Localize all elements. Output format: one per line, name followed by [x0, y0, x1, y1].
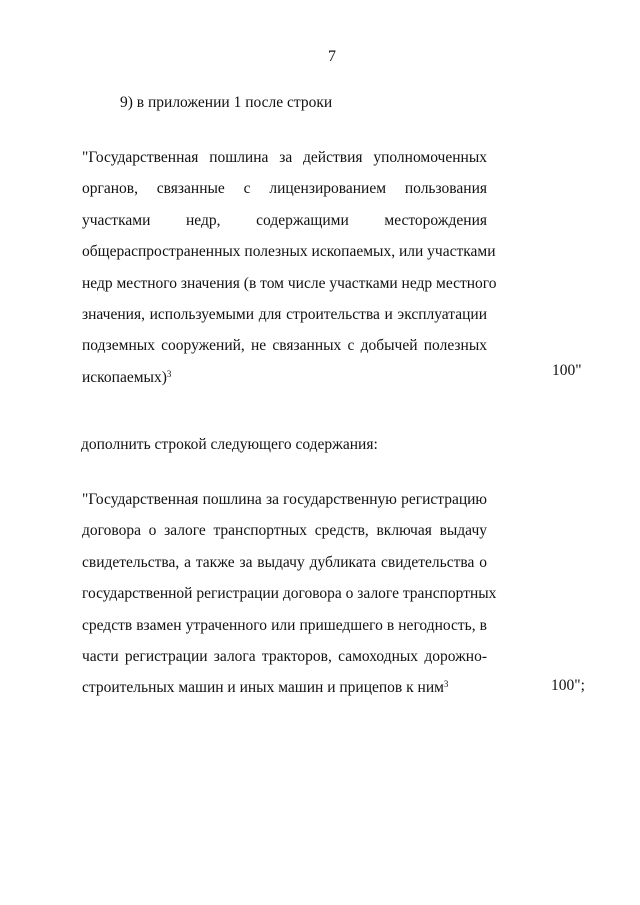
text-line: договора о залоге транспортных средств, включая выдачу [82, 522, 487, 540]
text-line: "Государственная пошлина за действия уполномоченных [82, 149, 487, 166]
quoted-row-new [82, 484, 497, 704]
text-line: участками недр, содержащими месторождения [82, 211, 487, 229]
text-line: свидетельства, а также за выдачу дубликата свидетельства о [82, 553, 487, 571]
footnote-marker: 3 [166, 368, 172, 379]
text-line-last [82, 362, 487, 393]
text-line: государственной регистрации договора о залоге транспортных [82, 585, 497, 603]
text-line-last [82, 672, 487, 703]
text-line: значения, используемыми для строительства и эксплуатации [82, 305, 487, 323]
page-number: 7 [328, 48, 336, 65]
quoted-row-existing [82, 142, 497, 393]
text-line: общераспространенных полезных ископаемых, или участками [82, 243, 496, 261]
footnote-marker: 3 [443, 679, 449, 690]
text-line-content: строительных машин и иных машин и прицепов к ним [82, 679, 444, 697]
fee-amount: 100"; [551, 677, 585, 694]
item-intro: 9) в приложении 1 после строки [120, 94, 333, 111]
fee-amount: 100" [552, 362, 582, 379]
supplement-instruction: дополнить строкой следующего содержания: [81, 436, 378, 453]
text-line: недр местного значения (в том числе участками недр местного [82, 274, 497, 292]
text-line: части регистрации залога тракторов, самоходных дорожно- [82, 647, 487, 665]
text-line: органов, связанные с лицензированием пользования [82, 180, 487, 198]
text-line: "Государственная пошлина за государственную регистрацию [82, 491, 487, 508]
text-line-content: ископаемых) [82, 368, 167, 386]
text-line: средств взамен утраченного или пришедшего в негодность, в [82, 616, 487, 634]
text-line: подземных сооружений, не связанных с добычей полезных [82, 337, 487, 355]
